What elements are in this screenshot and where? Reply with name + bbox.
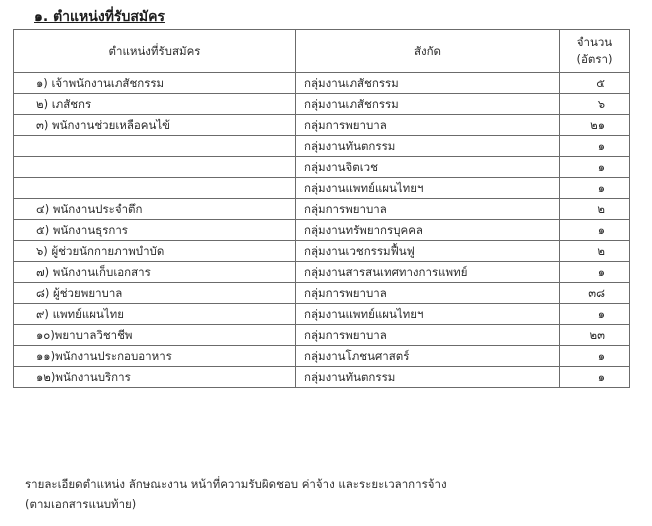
- count-cell: ๓๘: [560, 283, 630, 304]
- table-row: [14, 94, 630, 115]
- table-header: [14, 30, 630, 73]
- table-row: [14, 136, 630, 157]
- position-cell: ๒) เภสัชกร: [14, 94, 296, 115]
- count-cell: ๑: [560, 220, 630, 241]
- unit-cell: กลุ่มการพยาบาล: [296, 115, 560, 136]
- header-count-label: จำนวน: [576, 35, 613, 49]
- footnote: [25, 474, 585, 514]
- table-row: [14, 346, 630, 367]
- count-cell: ๑: [560, 136, 630, 157]
- position-cell: [14, 136, 296, 157]
- count-cell: ๑: [560, 157, 630, 178]
- table-row: [14, 199, 630, 220]
- position-cell: ๔) พนักงานประจำตึก: [14, 199, 296, 220]
- unit-cell: กลุ่มงานเภสัชกรรม: [296, 73, 560, 94]
- footnote-line-1: รายละเอียดตำแหน่ง ลักษณะงาน หน้าที่ความรับผิดชอบ ค่าจ้าง และระยะเวลาการจ้าง: [25, 477, 447, 491]
- table-row: [14, 220, 630, 241]
- unit-cell: กลุ่มงานเวชกรรมฟื้นฟู: [296, 241, 560, 262]
- position-cell: ๑๐)พยาบาลวิชาชีพ: [14, 325, 296, 346]
- count-cell: ๑: [560, 367, 630, 388]
- table-row: [14, 283, 630, 304]
- unit-cell: กลุ่มการพยาบาล: [296, 283, 560, 304]
- position-cell: ๑) เจ้าพนักงานเภสัชกรรม: [14, 73, 296, 94]
- unit-cell: กลุ่มงานทรัพยากรบุคคล: [296, 220, 560, 241]
- table-row: [14, 73, 630, 94]
- position-cell: [14, 157, 296, 178]
- count-cell: ๑: [560, 178, 630, 199]
- footnote-line-2: (ตามเอกสารแนบท้าย): [25, 497, 137, 511]
- unit-cell: กลุ่มงานโภชนศาสตร์: [296, 346, 560, 367]
- header-count-unit: (อัตรา): [576, 52, 613, 66]
- table-body: [14, 73, 630, 388]
- header-row: [14, 30, 630, 73]
- table-row: [14, 325, 630, 346]
- position-cell: ๑๒)พนักงานบริการ: [14, 367, 296, 388]
- count-cell: ๒๑: [560, 115, 630, 136]
- count-cell: ๖: [560, 94, 630, 115]
- count-cell: ๑: [560, 346, 630, 367]
- unit-cell: กลุ่มงานทันตกรรม: [296, 136, 560, 157]
- table-row: [14, 115, 630, 136]
- table-row: [14, 367, 630, 388]
- section-heading: ๑. ตำแหน่งที่รับสมัคร: [34, 9, 165, 25]
- unit-cell: กลุ่มงานสารสนเทศทางการแพทย์: [296, 262, 560, 283]
- table-row: [14, 241, 630, 262]
- count-cell: ๒: [560, 199, 630, 220]
- unit-cell: กลุ่มงานทันตกรรม: [296, 367, 560, 388]
- position-cell: ๖) ผู้ช่วยนักกายภาพบำบัด: [14, 241, 296, 262]
- unit-cell: กลุ่มการพยาบาล: [296, 325, 560, 346]
- position-cell: ๕) พนักงานธุรการ: [14, 220, 296, 241]
- table-row: [14, 304, 630, 325]
- unit-cell: กลุ่มงานแพทย์แผนไทยฯ: [296, 304, 560, 325]
- unit-cell: กลุ่มงานแพทย์แผนไทยฯ: [296, 178, 560, 199]
- header-position: ตำแหน่งที่รับสมัคร: [14, 30, 296, 73]
- table-row: [14, 157, 630, 178]
- unit-cell: กลุ่มการพยาบาล: [296, 199, 560, 220]
- unit-cell: กลุ่มงานเภสัชกรรม: [296, 94, 560, 115]
- position-cell: ๘) ผู้ช่วยพยาบาล: [14, 283, 296, 304]
- count-cell: ๑: [560, 304, 630, 325]
- positions-table: [13, 29, 630, 388]
- table-row: [14, 178, 630, 199]
- count-cell: ๑: [560, 262, 630, 283]
- count-cell: ๕: [560, 73, 630, 94]
- position-cell: [14, 178, 296, 199]
- header-count: [560, 30, 630, 73]
- position-cell: ๑๑)พนักงานประกอบอาหาร: [14, 346, 296, 367]
- position-cell: ๙) แพทย์แผนไทย: [14, 304, 296, 325]
- table-row: [14, 262, 630, 283]
- count-cell: ๒๓: [560, 325, 630, 346]
- position-cell: ๓) พนักงานช่วยเหลือคนไข้: [14, 115, 296, 136]
- header-unit: สังกัด: [296, 30, 560, 73]
- count-cell: ๒: [560, 241, 630, 262]
- position-cell: ๗) พนักงานเก็บเอกสาร: [14, 262, 296, 283]
- unit-cell: กลุ่มงานจิตเวช: [296, 157, 560, 178]
